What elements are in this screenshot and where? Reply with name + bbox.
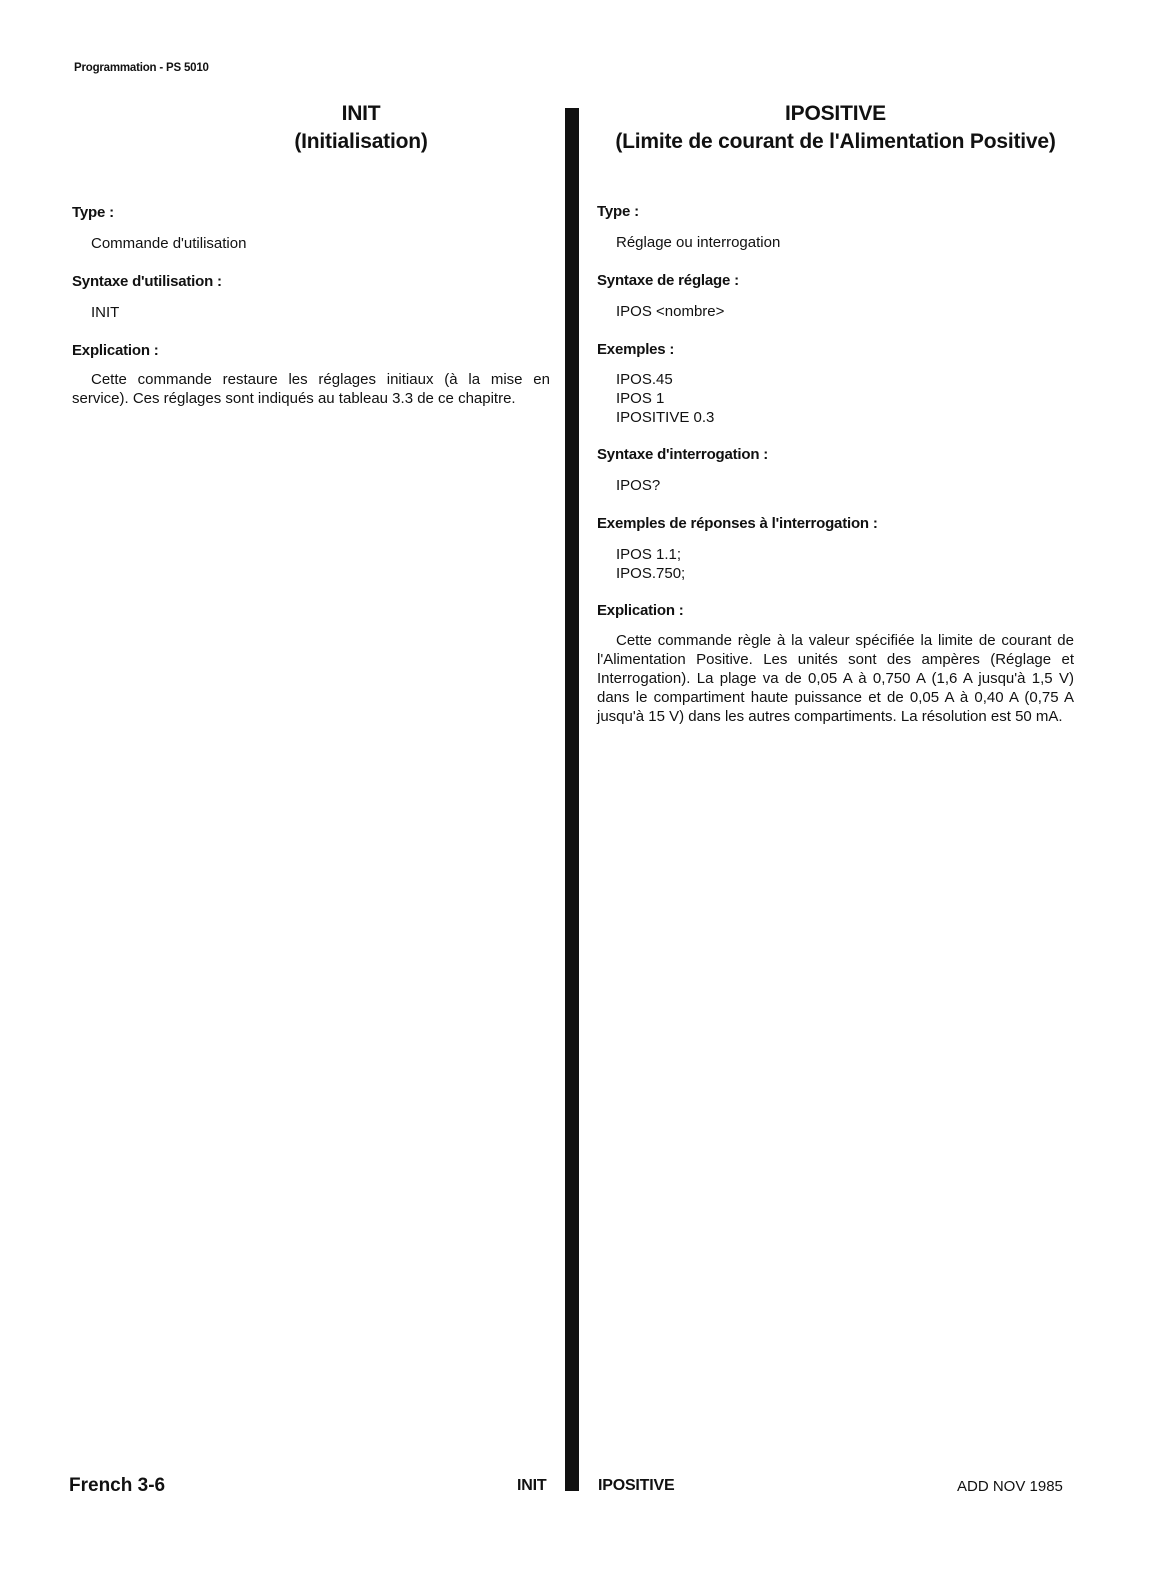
right-examples-label: Exemples : — [597, 341, 675, 358]
left-title-block — [172, 100, 550, 156]
left-title: INIT — [341, 102, 381, 125]
right-example-1: IPOS.45 — [616, 371, 673, 388]
footer-date: ADD NOV 1985 — [957, 1478, 1063, 1495]
right-example-2: IPOS 1 — [616, 390, 665, 407]
left-syntax-label: Syntaxe d'utilisation : — [72, 273, 222, 290]
left-type-label: Type : — [72, 204, 114, 221]
right-query-syntax-value: IPOS? — [616, 477, 661, 494]
column-divider — [565, 108, 579, 1491]
left-explication-label: Explication : — [72, 342, 159, 359]
right-subtitle: (Limite de courant de l'Alimentation Positive) — [615, 130, 1056, 153]
right-responses-label: Exemples de réponses à l'interrogation : — [597, 515, 878, 532]
left-explication-text: Cette commande restaure les réglages initiaux (à la mise en service). Ces réglages sont indiqués au tableau 3.3 de ce chapitre. — [72, 371, 550, 407]
right-type-label: Type : — [597, 203, 639, 220]
left-syntax-value: INIT — [91, 304, 120, 321]
right-response-2: IPOS.750; — [616, 565, 686, 582]
left-column — [72, 100, 550, 408]
left-subtitle: (Initialisation) — [294, 130, 428, 153]
footer-left-command: INIT — [517, 1477, 547, 1494]
running-head: Programmation - PS 5010 — [74, 62, 209, 74]
right-title: IPOSITIVE — [785, 102, 886, 125]
right-response-1: IPOS 1.1; — [616, 546, 682, 563]
left-type-value: Commande d'utilisation — [91, 235, 247, 252]
footer-page-number: French 3-6 — [69, 1475, 166, 1496]
right-set-syntax-value: IPOS <nombre> — [616, 303, 725, 320]
right-explication-label: Explication : — [597, 602, 684, 619]
right-query-syntax-label: Syntaxe d'interrogation : — [597, 446, 769, 463]
right-explication-text: Cette commande règle à la valeur spécifiée la limite de courant de l'Alimentation Positive. Les unités sont des ampères (Réglage et Interrogation). La plage va de 0,05 A à 0,750 A (1,6 A jusqu'à 1,5 V) dans le compartiment haute puissance et de 0,05 A à 0,40 A (0,75 A jusqu'à 15 V) dans les autres compartiments. La résolution est 50 mA. — [597, 632, 1074, 725]
right-set-syntax-label: Syntaxe de réglage : — [597, 272, 739, 289]
footer-right-command: IPOSITIVE — [598, 1477, 675, 1494]
right-type-value: Réglage ou interrogation — [616, 234, 781, 251]
right-column — [597, 100, 1074, 726]
right-example-3: IPOSITIVE 0.3 — [616, 409, 715, 426]
